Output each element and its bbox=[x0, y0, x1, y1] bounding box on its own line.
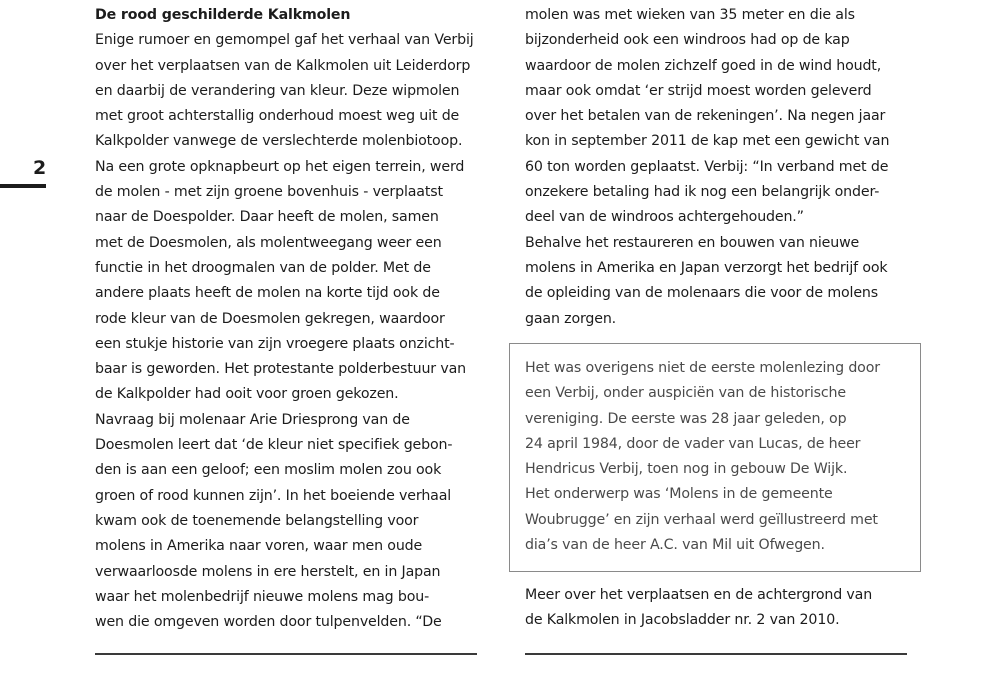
box-text-line: vereniging. De eerste was 28 jaar geleden, op bbox=[525, 410, 847, 427]
right-text-line: gaan zorgen. bbox=[525, 310, 617, 327]
right-text-line: maar ook omdat ‘er strijd moest worden geleverd bbox=[525, 82, 872, 99]
left-text-line: naar de Doespolder. Daar heeft de molen, samen bbox=[95, 209, 439, 226]
right-text-line: kon in september 2011 de kap met een gewicht van bbox=[525, 133, 890, 150]
left-text-line: de Kalkpolder had ooit voor groen gekozen. bbox=[95, 386, 399, 403]
page-number-marker bbox=[0, 184, 46, 188]
box-text-line: Het onderwerp was ‘Molens in de gemeente bbox=[525, 486, 833, 503]
left-text-line: kwam ook de toenemende belangstelling voor bbox=[95, 512, 419, 529]
page-number: 2 bbox=[33, 157, 47, 179]
left-text-line: en daarbij de verandering van kleur. Deze wipmolen bbox=[95, 82, 460, 99]
reference-note bbox=[525, 583, 915, 634]
left-text-line: waar het molenbedrijf nieuwe molens mag bou- bbox=[95, 588, 430, 605]
box-text-line: Woubrugge’ en zijn verhaal werd geïllustreerd met bbox=[525, 511, 878, 528]
right-column bbox=[525, 3, 915, 332]
left-text-line: de molen - met zijn groene bovenhuis - verplaatst bbox=[95, 184, 443, 201]
left-text-line: Enige rumoer en gemompel gaf het verhaal van Verbij bbox=[95, 32, 474, 49]
left-text-line: met groot achterstallig onderhoud moest weg uit de bbox=[95, 108, 460, 125]
box-text-line: 24 april 1984, door de vader van Lucas, de heer bbox=[525, 435, 861, 452]
left-text-line: groen of rood kunnen zijn’. In het boeiende verhaal bbox=[95, 487, 452, 504]
right-bottom-rule bbox=[525, 653, 907, 655]
box-text-line: Hendricus Verbij, toen nog in gebouw De Wijk. bbox=[525, 461, 848, 478]
left-text-line: Kalkpolder vanwege de verslechterde molenbiotoop. bbox=[95, 133, 463, 150]
left-text-line: baar is geworden. Het protestante polderbestuur van bbox=[95, 361, 466, 378]
left-text-line: den is aan een geloof; een moslim molen zou ook bbox=[95, 462, 442, 479]
right-text-line: onzekere betaling had ik nog een belangrijk onder- bbox=[525, 184, 880, 201]
sidebar-box-text bbox=[525, 356, 915, 558]
right-text-line: deel van de windroos achtergehouden.” bbox=[525, 209, 804, 226]
left-bottom-rule bbox=[95, 653, 477, 655]
left-text-line: andere plaats heeft de molen na korte tijd ook de bbox=[95, 285, 440, 302]
right-text-line: bijzonderheid ook een windroos had op de kap bbox=[525, 32, 850, 49]
left-text-line: verwaarloosde molens in ere herstelt, en in Japan bbox=[95, 563, 441, 580]
box-text-line: dia’s van de heer A.C. van Mil uit Ofwegen. bbox=[525, 537, 825, 554]
reference-note-line: Meer over het verplaatsen en de achtergrond van bbox=[525, 587, 873, 603]
left-column bbox=[95, 3, 485, 635]
article-heading: De rood geschilderde Kalkmolen bbox=[95, 7, 351, 23]
left-text-line: functie in het droogmalen van de polder. Met de bbox=[95, 259, 431, 276]
left-text-line: met de Doesmolen, als molentweegang weer een bbox=[95, 234, 442, 251]
left-text-line: wen die omgeven worden door tulpenvelden. “De bbox=[95, 614, 442, 631]
left-text-line: een stukje historie van zijn vroegere plaats onzicht- bbox=[95, 335, 455, 352]
right-text-line: waardoor de molen zichzelf goed in de wind houdt, bbox=[525, 57, 882, 74]
right-text-line: over het betalen van de rekeningen’. Na negen jaar bbox=[525, 108, 886, 125]
right-text-line: Behalve het restaureren en bouwen van nieuwe bbox=[525, 234, 860, 251]
right-text-line: molen was met wieken van 35 meter en die als bbox=[525, 7, 855, 23]
right-text-line: molens in Amerika en Japan verzorgt het bedrijf ook bbox=[525, 259, 888, 276]
reference-note-line: de Kalkmolen in Jacobsladder nr. 2 van 2010. bbox=[525, 612, 840, 629]
left-text-line: over het verplaatsen van de Kalkmolen uit Leiderdorp bbox=[95, 57, 471, 74]
left-text-line: Na een grote opknapbeurt op het eigen terrein, werd bbox=[95, 158, 465, 175]
box-text-line: Het was overigens niet de eerste molenlezing door bbox=[525, 360, 880, 376]
left-text-line: rode kleur van de Doesmolen gekregen, waardoor bbox=[95, 310, 445, 327]
left-text-line: Doesmolen leert dat ‘de kleur niet specifiek gebon- bbox=[95, 437, 453, 454]
left-text-line: Navraag bij molenaar Arie Driesprong van de bbox=[95, 411, 410, 428]
left-text-line: molens in Amerika naar voren, waar men oude bbox=[95, 538, 423, 555]
right-text-line: de opleiding van de molenaars die voor de molens bbox=[525, 285, 879, 302]
box-text-line: een Verbij, onder auspiciën van de historische bbox=[525, 385, 846, 402]
right-text-line: 60 ton worden geplaatst. Verbij: “In verband met de bbox=[525, 158, 889, 175]
